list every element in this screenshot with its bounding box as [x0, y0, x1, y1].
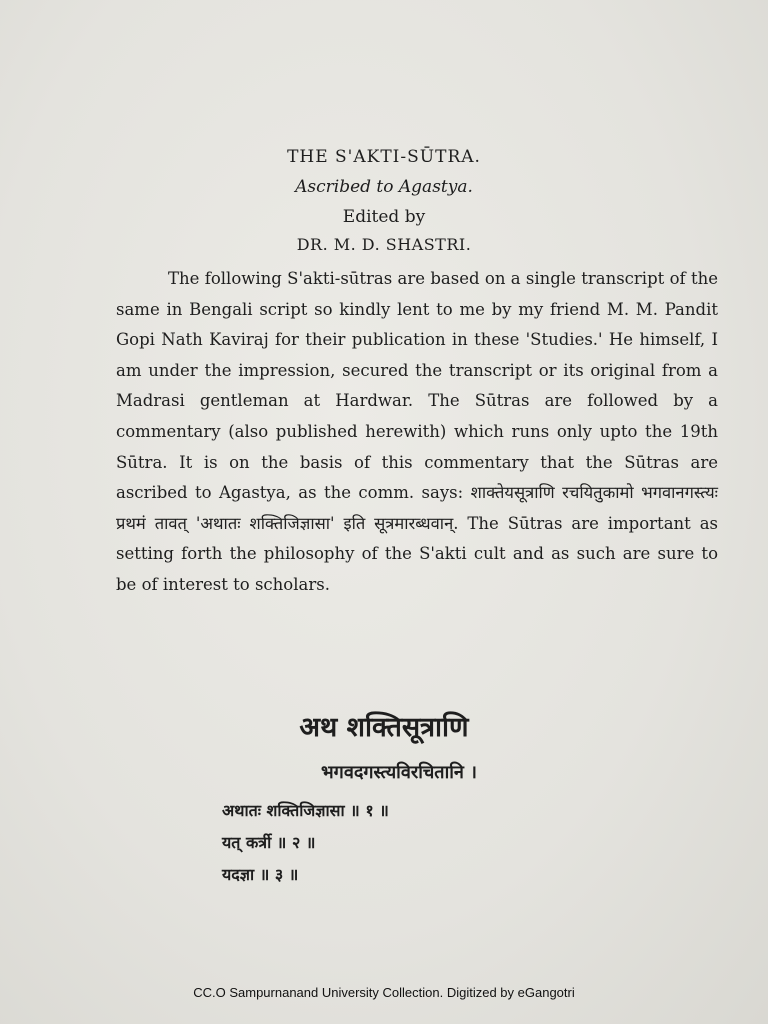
editor-name: DR. M. D. SHASTRI. [296, 235, 472, 254]
sutra-line: यदज्ञा ॥ ३ ॥ [222, 865, 299, 884]
sanskrit-subtitle: भगवदगस्त्यविरचितानि । [321, 762, 477, 783]
edited-by-line: Edited by [342, 207, 426, 227]
introduction-text [116, 264, 718, 601]
sutra-line: यत् कर्त्री ॥ २ ॥ [222, 833, 316, 852]
page-title: THE S'AKTI-SŪTRA. [287, 147, 481, 167]
digitization-footer: CC.O Sampurnanand University Collection. Digitized by eGangotri [193, 985, 575, 1000]
page-subtitle: Ascribed to Agastya. [295, 177, 473, 197]
sanskrit-title: अथ शक्तिसूत्राणि [299, 712, 469, 743]
sutra-list [222, 795, 389, 891]
sutra-line: अथातः शक्तिजिज्ञासा ॥ १ ॥ [222, 801, 389, 820]
introduction-paragraph: The following S'akti-sūtras are based on a single transcript of the same in Bengali script so kindly lent to me by my friend M. M. Pandit Gopi Nath Kaviraj for their publication in these 'Studies.' He himself, I am under the impression, secured the transcript or its original from a Madrasi gentleman at Hardwar. The Sūtras are followed by a commentary (also published herewith) which runs only upto the 19th Sūtra. It is on the basis of this commentary that the Sūtras are ascribed to Agastya, as the comm. says: शाक्तेयसूत्राणि रचयितुकामो भगवानगस्त्यः प्रथमं तावत् 'अथातः शक्तिजिज्ञासा' इति सूत्रमारब्धवान्. The Sūtras are important as setting forth the philosophy of the S'akti cult and as such are sure to be of interest to scholars. [116, 269, 718, 594]
